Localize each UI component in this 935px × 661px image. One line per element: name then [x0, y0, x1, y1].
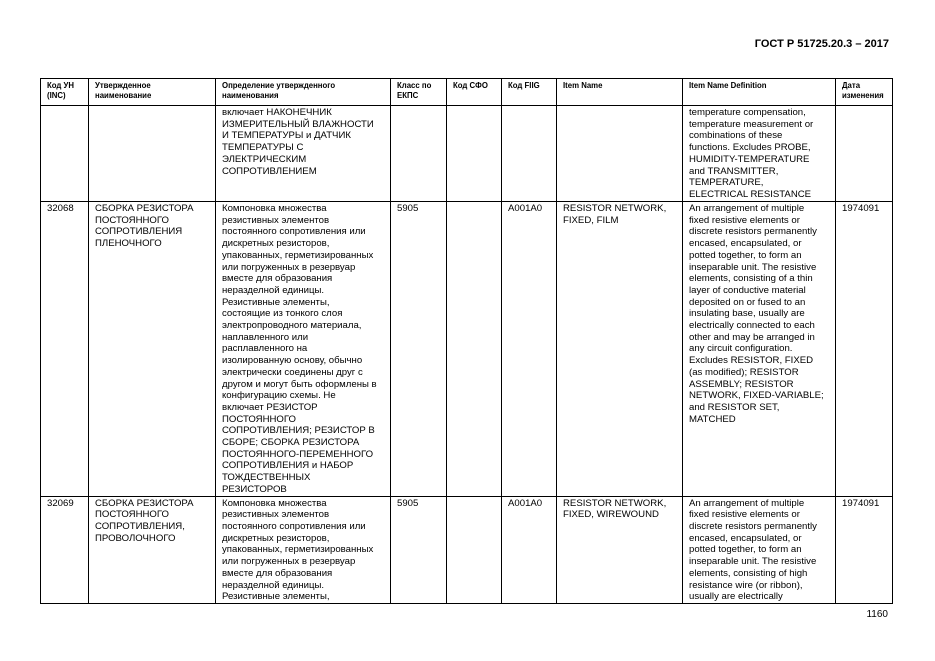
page-number: 1160 [866, 609, 888, 620]
col-header-approved-name: Утвержденное наименование [89, 79, 216, 106]
col-header-sfo-code: Код СФО [447, 79, 502, 106]
cell-fiig-code: A001A0 [502, 496, 557, 603]
cell-inc: 32069 [41, 496, 89, 603]
cell-ekps-class [391, 106, 447, 202]
table-header-row [41, 79, 893, 106]
cell-approved-name: СБОРКА РЕЗИСТОРА ПОСТОЯННОГО СОПРОТИВЛЕНИЯ, ПРОВОЛОЧНОГО [89, 496, 216, 603]
cell-sfo-code [447, 496, 502, 603]
cell-change-date: 1974091 [836, 202, 893, 497]
cell-sfo-code [447, 202, 502, 497]
cell-approved-name: СБОРКА РЕЗИСТОРА ПОСТОЯННОГО СОПРОТИВЛЕНИЯ ПЛЕНОЧНОГО [89, 202, 216, 497]
nomenclature-table [40, 78, 893, 604]
cell-definition: Компоновка множества резистивных элементов постоянного сопротивления или дискретных резисторов, упакованных, герметизированных или погруженных в резервуар вместе для образования неразделной единицы. Резистивные элементы, [216, 496, 391, 603]
cell-item-name-definition: temperature compensation, temperature measurement or combinations of these functions. Excludes PROBE, HUMIDITY-TEMPERATURE and TRANSMITTER, TEMPERATURE, ELECTRICAL RESISTANCE [683, 106, 836, 202]
cell-definition: включает НАКОНЕЧНИК ИЗМЕРИТЕЛЬНЫЙ ВЛАЖНОСТИ И ТЕМПЕРАТУРЫ и ДАТЧИК ТЕМПЕРАТУРЫ С ЭЛЕКТРИЧЕСКИМ СОПРОТИВЛЕНИЕМ [216, 106, 391, 202]
cell-sfo-code [447, 106, 502, 202]
cell-item-name: RESISTOR NETWORK, FIXED, WIREWOUND [557, 496, 683, 603]
col-header-ekps-class: Класс по ЕКПС [391, 79, 447, 106]
cell-inc [41, 106, 89, 202]
cell-item-name: RESISTOR NETWORK, FIXED, FILM [557, 202, 683, 497]
table-row [41, 496, 893, 603]
cell-approved-name [89, 106, 216, 202]
col-header-inc: Код УН (INC) [41, 79, 89, 106]
col-header-change-date: Дата изменения [836, 79, 893, 106]
col-header-item-name-definition: Item Name Definition [683, 79, 836, 106]
table-row [41, 106, 893, 202]
cell-item-name-definition: An arrangement of multiple fixed resistive elements or discrete resistors permanently encased, encapsulated, or potted together, to form an inseparable unit. The resistive elements, consisting of a thin layer of conductive material deposited on or fused to an insulating base, usually are electrically connected to each other and may be arranged in any circuit configuration. Excludes RESISTOR, FIXED (as modified); RESISTOR ASSEMBLY; RESISTOR NETWORK, FIXED-VARIABLE; and RESISTOR SET, MATCHED [683, 202, 836, 497]
col-header-item-name: Item Name [557, 79, 683, 106]
col-header-fiig-code: Код FIIG [502, 79, 557, 106]
cell-change-date: 1974091 [836, 496, 893, 603]
table-row [41, 202, 893, 497]
col-header-definition: Определение утвержденного наименования [216, 79, 391, 106]
cell-fiig-code [502, 106, 557, 202]
cell-ekps-class: 5905 [391, 496, 447, 603]
cell-ekps-class: 5905 [391, 202, 447, 497]
cell-fiig-code: A001A0 [502, 202, 557, 497]
cell-item-name [557, 106, 683, 202]
cell-inc: 32068 [41, 202, 89, 497]
cell-change-date [836, 106, 893, 202]
cell-item-name-definition: An arrangement of multiple fixed resistive elements or discrete resistors permanently encased, encapsulated, or potted together, to form an inseparable unit. The resistive elements, consisting of high resistance wire (or ribbon), usually are electrically [683, 496, 836, 603]
document-header: ГОСТ Р 51725.20.3 – 2017 [754, 38, 889, 50]
cell-definition: Компоновка множества резистивных элементов постоянного сопротивления или дискретных резисторов, упакованных, герметизированных или погруженных в резервуар вместе для образования неразделной единицы. Резистивные элементы, состоящие из тонкого слоя электропроводного материала, наплавленного или расплавленного на изолированную основу, обычно электрически соединены друг с другом и могут быть оформлены в конфигурацию схемы. Не включает РЕЗИСТОР ПОСТОЯННОГО СОПРОТИВЛЕНИЯ; РЕЗИСТОР В СБОРЕ; СБОРКА РЕЗИСТОРА ПОСТОЯННОГО-ПЕРЕМЕННОГО СОПРОТИВЛЕНИЯ и НАБОР ТОЖДЕСТВЕННЫХ РЕЗИСТОРОВ [216, 202, 391, 497]
